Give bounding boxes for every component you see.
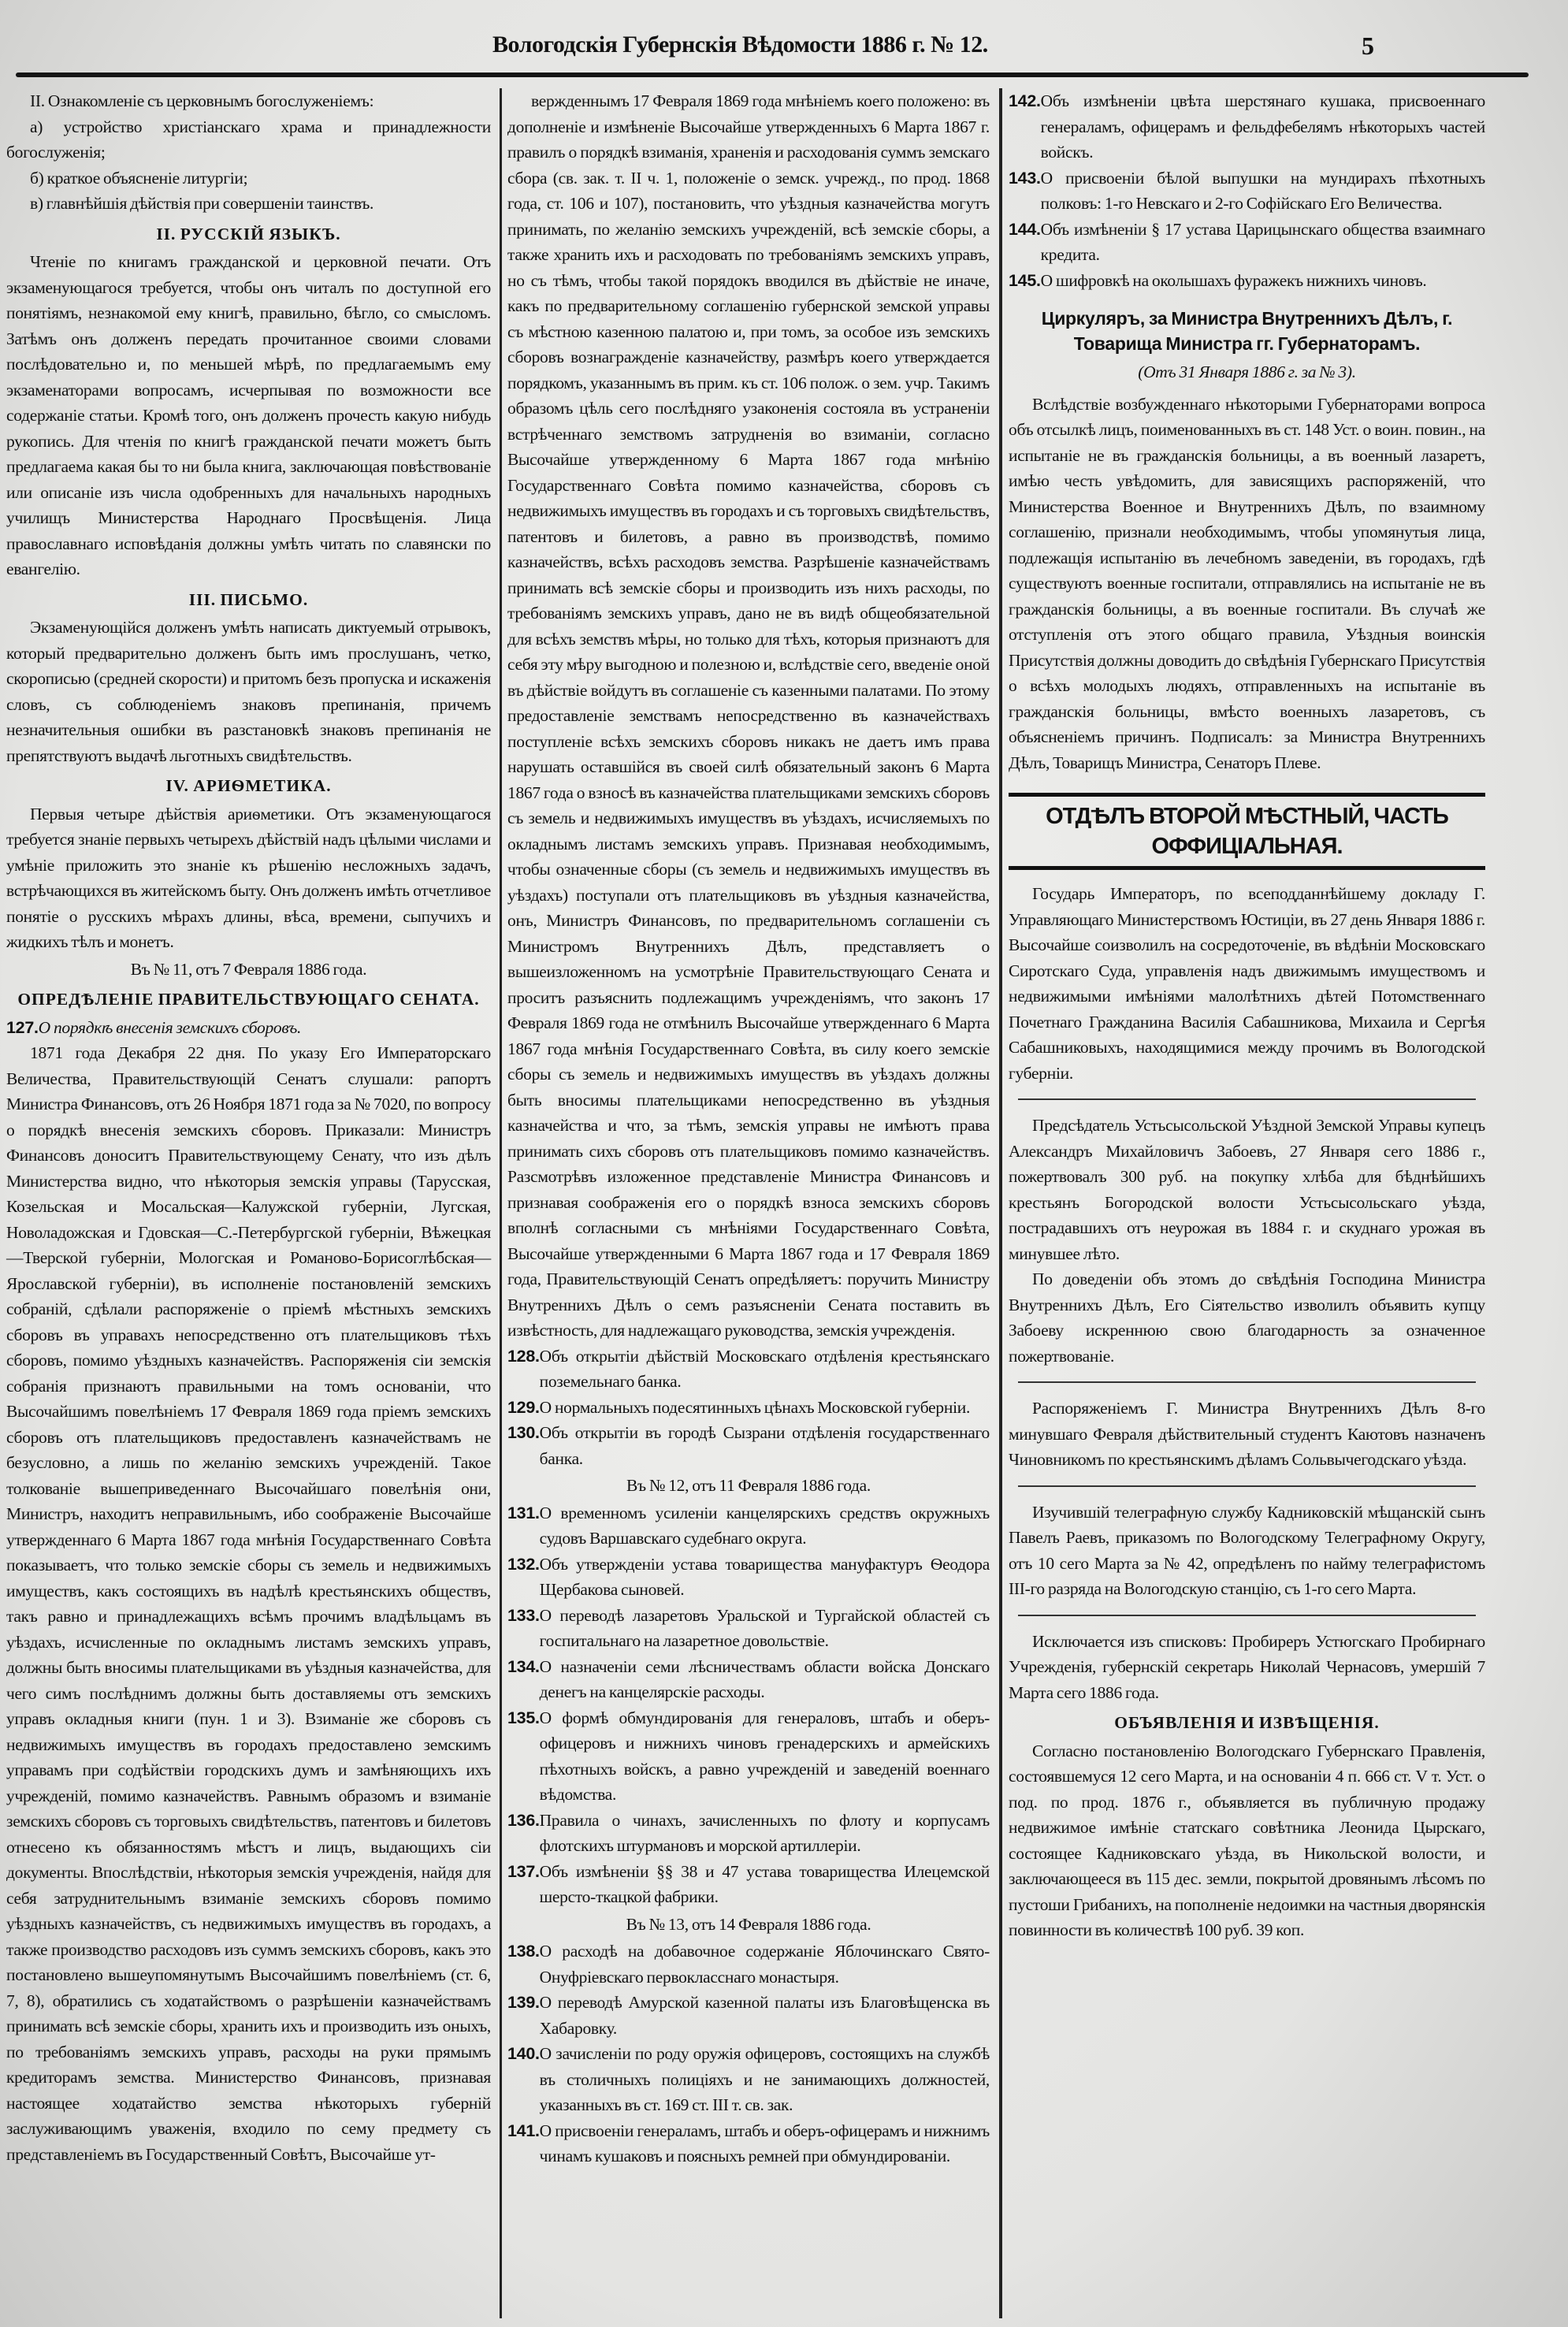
divider bbox=[1018, 1381, 1476, 1383]
divider bbox=[1018, 1485, 1476, 1487]
item-number: 135. bbox=[507, 1708, 540, 1727]
header-rule bbox=[16, 72, 1529, 77]
item-text: О переводѣ лазаретовъ Уральской и Тургайской областей съ госпитальнаго на лазаретное довольствіе. bbox=[539, 1605, 990, 1650]
item-text: О расходѣ на добавочное содержаніе Яблочинскаго Свято-Онуфріевскаго первокласснаго монастыря. bbox=[539, 1942, 990, 1987]
paragraph: Чтеніе по книгамъ гражданской и церковной печати. Отъ экзаменующагося требуется, чтобы онъ читалъ по доступной его понятіямъ, незнакомой ему книгѣ, правильно, бѣгло, со смысломъ. Затѣмъ онъ долженъ передать прочитанное своими словами послѣдовательно и, по меньшей мѣрѣ, по предлагаемымъ ему экзаменаторами вопросамъ, исчерпывая по возможности все содержаніе статьи. Кромѣ того, онъ долженъ прочесть какую нибудь рукопись. Для чтенія по книгѣ гражданской печати можетъ быть предлагаема какая бы то ни была книга, заключающая повѣствованіе или описаніе изъ числа одобренныхъ для начальныхъ народныхъ училищъ Министерства Народнаго Просвѣщенія. Лица православнаго исповѣданія должны умѣть читать по славянски по евангелію. bbox=[6, 252, 491, 578]
paragraph: II. Ознакомленіе съ церковнымъ богослуженіемъ: bbox=[30, 91, 374, 110]
item-number: 139. bbox=[507, 1993, 540, 2012]
item-number: 138. bbox=[507, 1942, 540, 1961]
item-text: О нормальныхъ подесятинныхъ цѣнахъ Московской губерніи. bbox=[539, 1397, 971, 1417]
list-item bbox=[507, 1654, 990, 1705]
column-divider bbox=[500, 88, 502, 2318]
item-number: 129. bbox=[507, 1397, 540, 1417]
paragraph: б) краткое объясненіе литургіи; bbox=[30, 168, 248, 188]
item-number: 128. bbox=[507, 1346, 540, 1366]
item-text: О присвоеніи бѣлой выпушки на мундирахъ пѣхотныхъ полковъ: 1-го Невскаго и 2-го Софійскаго Его Величества. bbox=[1040, 168, 1485, 213]
divider bbox=[1018, 1615, 1476, 1616]
section-heading: IV. АРИѲМЕТИКА. bbox=[165, 776, 332, 795]
item-text: Объ измѣненіи § 17 устава Царицынскаго общества взаимнаго кредита. bbox=[1040, 219, 1485, 264]
section-heading: II. РУССКІЙ ЯЗЫКЪ. bbox=[156, 224, 341, 243]
paragraph: Предсѣдатель Устьсысольской Уѣздной Земской Управы купецъ Александръ Михайловичъ Забоевъ, 27 Января сего 1886 г., пожертвовалъ 300 руб. на покупку хлѣба для бѣднѣйшихъ крестьянъ Богородской волости Устьсысольскаго уѣзда, пострадавшихъ отъ неурожая въ 1884 г. и скуднаго урожая въ минувшее лѣто. bbox=[1009, 1116, 1485, 1263]
item-number: 144. bbox=[1009, 219, 1041, 239]
paragraph: 1871 года Декабря 22 дня. По указу Его Императорскаго Величества, Правительствующій Сенатъ слушали: рапортъ Министра Финансовъ, отъ 26 Ноября 1871 года за № 7020, по вопросу о порядкѣ внесенія земскихъ сборовъ. Приказали: Министръ Финансовъ доноситъ Правительствующему Сенату, что изъ дѣлъ Министерства видно, что нѣкоторыя земскія управы (Тарусская, Козельская и Мосальская—Калужской губерніи, Лугская, Новоладожская и Гдовская—С.-Петербургской губерніи, Вѣжецкая—Тверской губерніи, Мологская и Романово-Борисоглѣбская—Ярославской губерніи), въ исполненіе постановленій земскихъ собраній, сдѣлали распоряженіе о пріемѣ мѣстныхъ земскихъ сборовъ въ управахъ непосредственно отъ плательщиковъ тѣхъ сборовъ, помимо уѣздныхъ казначействъ. Распоряженія сіи земскія собранія признаютъ правильными на томъ основаніи, что Высочайшимъ повелѣніемъ 17 Февраля 1869 года пріемъ земскихъ сборовъ отъ плательщиковъ предоставленъ казначействамъ не безусловно, а лишь по желанію земскихъ учрежденій. Такое толкованіе вышеприведеннаго Высочайшаго повелѣнія они, Министръ, находитъ неправильнымъ, ибо соображеніе Высочайше утвержденнаго 6 Марта 1867 года мнѣнія Государственнаго Совѣта показываетъ, что только земскіе сборы съ земель и недвижимыхъ имуществъ, какъ состоящихъ въ надѣлѣ крестьянскихъ обществъ, такъ равно и принадлежащихъ всѣмъ прочимъ владѣльцамъ въ уѣздахъ, исчисленные по окладнымъ листамъ земскихъ управъ, должны быть вносимы плательщиками въ уѣздныя казначейства, для чего симъ послѣднимъ должны быть доставляемы отъ земскихъ управъ окладныя книги (пун. 1 и 3). Взиманіе же сборовъ съ недвижимыхъ имуществъ въ городахъ предоставлено земскимъ управамъ при содѣйствіи городскихъ думъ и замѣняющихъ ихъ учрежденій, помимо казначействъ. Равнымъ образомъ и взиманіе земскихъ сборовъ съ торговыхъ свидѣтельствъ, патентовъ и билетовъ отнесено къ обязанностямъ мѣстъ и лицъ, выдающихъ сіи документы. Впослѣдствіи, нѣкоторыя земскія учрежденія, найдя для себя затруднительнымъ взиманіе земскихъ сборовъ помимо уѣздныхъ казначействъ, съ недвижимыхъ имуществъ въ городахъ, а также производство расходовъ изъ суммъ земскихъ сборовъ, какъ это постановлено вышеупомянутымъ Высочайшимъ повелѣніемъ (ст. 6, 7, 8), обратились съ ходатайствомъ о разрѣшеніи казначействамъ принимать всѣ земскіе сборы, хранить ихъ и производить изъ оныхъ, по требованіямъ земскихъ управъ, расходы на руки прямымъ кредиторамъ земства. Министерство Финансовъ, признавая настоящее ходатайство земства нѣкоторыхъ губерній заслуживающимъ уваженія, входило по сему предмету съ представленіемъ въ Государственный Совѣтъ, Высочайше ут- bbox=[6, 1043, 491, 2164]
column-3 bbox=[1009, 88, 1485, 1943]
item-text: О зачисленіи по роду оружія офицеровъ, состоящихъ на службѣ въ столичныхъ полиціяхъ и не занимающихъ должностей, указанныхъ въ ст. 169 ст. III т. св. зак. bbox=[539, 2044, 990, 2114]
list-item bbox=[507, 1344, 990, 1395]
list-item bbox=[507, 1990, 990, 2041]
item-text: О шифровкѣ на околышахъ фуражекъ нижнихъ чиновъ. bbox=[1040, 270, 1427, 290]
list-item bbox=[507, 2041, 990, 2118]
item-number: 133. bbox=[507, 1605, 540, 1625]
issue-subheading: Въ № 12, отъ 11 Февраля 1886 года. bbox=[626, 1476, 871, 1495]
item-text: О присвоеніи генераламъ, штабъ и оберъ-офицерамъ и нижнимъ чинамъ кушаковъ и поясныхъ ремней при обмундированіи. bbox=[539, 2121, 990, 2165]
item-number: 134. bbox=[507, 1656, 540, 1676]
paragraph: а) устройство христіанскаго храма и принадлежности богослуженія; bbox=[6, 117, 491, 162]
column-1 bbox=[6, 88, 491, 2167]
item-text: О формѣ обмундированія для генераловъ, штабъ и оберъ-офицеровъ и нижнихъ чиновъ гренадерскихъ и армейскихъ пѣхотныхъ войскъ, а равно учрежденій и заведеній военнаго вѣдомства. bbox=[539, 1708, 990, 1804]
item-text: Правила о чинахъ, зачисленныхъ по флоту и корпусамъ флотскихъ штурмановъ и морской артиллеріи. bbox=[539, 1810, 990, 1855]
issue-subheading: Въ № 11, отъ 7 Февраля 1886 года. bbox=[130, 959, 367, 979]
paragraph: Изучившій телеграфную службу Кадниковскій мѣщанскій сынъ Павелъ Раевъ, приказомъ по Вологодскому Телеграфному Округу, отъ 10 сего Марта за № 42, опредѣленъ по найму телеграфистомъ III-го разряда на Вологодскую станцію, съ 1-го сего Марта. bbox=[1009, 1502, 1485, 1598]
section-banner: ОТДѢЛЪ ВТОРОЙ МѢСТНЫЙ, ЧАСТЬ ОФФИЦІАЛЬНАЯ. bbox=[1009, 793, 1485, 870]
circular-heading: Циркуляръ, за Министра Внутреннихъ Дѣлъ, г. Товарища Министра гг. Губернаторамъ. bbox=[1041, 308, 1453, 354]
column-divider bbox=[999, 88, 1002, 2318]
divider bbox=[1018, 1098, 1476, 1100]
item-number: 140. bbox=[507, 2044, 540, 2063]
paragraph: Согласно постановленію Вологодскаго Губернскаго Правленія, состоявшемуся 12 сего Марта, и на основаніи 4 п. 666 ст. V т. Уст. о под. по прод. 1876 г., объявляется въ публичную продажу недвижимое имѣніе статскаго совѣтника Леонида Цырскаго, состоящее Кадниковскаго уѣзда, въ Никольской волости, и заключающееся въ 115 дес. земли, покрытой дровянымъ лѣсомъ по пустоши Грибанихъ, на пополненіе недоимки на частныя дворянскія повинности въ количествѣ 100 руб. 39 коп. bbox=[1009, 1741, 1485, 1939]
list-item bbox=[1009, 165, 1485, 217]
list-item bbox=[507, 1395, 990, 1421]
item-number: 141. bbox=[507, 2121, 540, 2140]
date-line: (Отъ 31 Января 1886 г. за № 3). bbox=[1138, 362, 1356, 381]
item-number: 132. bbox=[507, 1554, 540, 1574]
item-number: 143. bbox=[1009, 168, 1041, 188]
list-item bbox=[6, 1015, 491, 1041]
list-item bbox=[1009, 217, 1485, 268]
paragraph: вержденнымъ 17 Февраля 1869 года мнѣніемъ коего положено: въ дополненіе и измѣненіе Высочайше утвержденныхъ 6 Марта 1867 г. правилъ о порядкѣ взиманія, храненія и расходованія суммъ земскаго сбора (св. зак. т. II ч. 1, положеніе о земск. учрежд., по прод. 1868 года, ст. 106 и 107), постановить, что уѣздныя казначейства могутъ принимать, по желанію земскихъ учрежденій, всѣ земскіе сборы, а также хранить ихъ и расходовать по требованіямъ земскихъ управъ, но съ тѣмъ, чтобы такой порядокъ вводился въ дѣйствіе не иначе, какъ по предварительному соглашенію губернской земской управы съ мѣстною казенною палатою и, при томъ, за особое изъ земскихъ сборовъ вознагражденіе казначейству, размѣръ коего утверждается порядкомъ, указаннымъ въ прим. къ ст. 106 полож. о зем. учр. Такимъ образомъ цѣль сего послѣдняго узаконенія состояла въ устраненіи встрѣченнаго земствомъ затрудненія во взиманіи, согласно Высочайше утвержденному 6 Марта 1867 года мнѣнію Государственнаго Совѣта помимо казначейства, сборовъ съ недвижимыхъ имуществъ въ городахъ и съ торговыхъ свидѣтельствъ, патентовъ и билетовъ, а равно въ производствѣ, помимо казначействъ, всѣхъ расходовъ земства. Разрѣшеніе казначействамъ принимать всѣ земскіе сборы и производить изъ нихъ расходы, по требованіямъ земскихъ управъ, дано не въ видѣ общеобязательной для всѣхъ земствъ мѣры, но только для тѣхъ, которыя признаютъ для себя эту мѣру выгодною и полезною и, вслѣдствіе сего, введеніе оной въ дѣйствіе войдутъ въ соглашеніе съ казенными палатами. По этому предоставленіе земствамъ непосредственно въ казначействахъ поступленіе всѣхъ земскихъ сборовъ никакъ не даетъ имъ права нарушать оставшійся въ своей силѣ обязательный законъ 6 Марта 1867 года о взносѣ въ казначейства плательщиками земскихъ сборовъ съ земель и недвижимыхъ имуществъ въ уѣздахъ, исчисляемыхъ по окладнымъ листамъ земскихъ управъ. Признавая необходимымъ, чтобы означенные сборы (съ земель и недвижимыхъ имуществъ въ уѣздахъ) поступали отъ плательщиковъ въ уѣздныя казначейства, онъ, Министръ Финансовъ, по предварительномъ соглашеніи съ Министромъ Внутреннихъ Дѣлъ, представляетъ о вышеизложенномъ на усмотрѣніе Правительствующаго Сената и проситъ разъяснить подлежащимъ учрежденіямъ, что законъ 17 Февраля 1869 года не отмѣнилъ Высочайше утвержденнаго 6 Марта 1867 года мнѣнія Государственнаго Совѣта, въ силу коего земскіе сборы съ земель и недвижимыхъ имуществъ въ уѣздахъ должны быть вносимы плательщиками непосредственно въ уѣздныя казначейства и что, за тѣмъ, земскія управы не имѣютъ права принимать сихъ сборовъ отъ плательщиковъ помимо казначействъ. Разсмотрѣвъ изложенное представленіе Министра Финансовъ и признавая соображенія его о порядкѣ взноса земскихъ сборовъ вполнѣ согласными съ мнѣніями Государственнаго Совѣта, Высочайше утвержденными 6 Марта 1867 года и 17 Февраля 1869 года, Правительствующій Сенатъ опредѣляетъ: поручить Министру Внутреннихъ Дѣлъ о семъ разъясненіи Сената поставить въ извѣстность, для надлежащаго руководства, земскія учрежденія. bbox=[507, 91, 990, 1340]
paragraph: Экзаменующійся долженъ умѣть написать диктуемый отрывокъ, который предварительно долженъ быть имъ прослушанъ, четко, скорописью (средней скорости) и притомъ безъ пропуска и искаженія словъ, съ соблюденіемъ знаковъ препинанія, причемъ незначительныя ошибки въ разстановкѣ знаковъ препинанія не препятствуютъ выдачѣ льготныхъ свидѣтельствъ. bbox=[6, 618, 491, 765]
item-number: 136. bbox=[507, 1810, 540, 1830]
section-heading: III. ПИСЬМО. bbox=[188, 589, 309, 609]
item-text: Объ утвержденіи устава товарищества мануфактуръ Ѳеодора Щербакова сыновей. bbox=[539, 1554, 990, 1599]
column-2 bbox=[507, 88, 990, 2169]
list-item bbox=[507, 1705, 990, 1808]
paragraph: Исключается изъ списковъ: Пробиреръ Устюгскаго Пробирнаго Учрежденія, губернскій секретарь Николай Чернасовъ, умершій 7 Марта сего 1886 года. bbox=[1009, 1631, 1485, 1702]
paragraph: По доведеніи объ этомъ до свѣдѣнія Господина Министра Внутреннихъ Дѣлъ, Его Сіятельство изволилъ объявить купцу Забоеву искреннюю свою благодарность за означенное пожертвованіе. bbox=[1009, 1269, 1485, 1366]
item-number: 137. bbox=[507, 1861, 540, 1881]
paragraph: Распоряженіемъ Г. Министра Внутреннихъ Дѣлъ 8-го минувшаго Февраля дѣйствительный студентъ Каютовъ назначенъ Чиновникомъ по крестьянскимъ дѣламъ Сольвычегодскаго уѣзда. bbox=[1009, 1399, 1485, 1469]
paragraph: Первыя четыре дѣйствія ариѳметики. Отъ экзаменующагося требуется знаніе первыхъ четырехъ дѣйствій надъ цѣлыми числами и умѣніе приложить это знаніе къ рѣшенію несложныхъ задачъ, встрѣчающихся въ житейскомъ быту. Онъ долженъ имѣть отчетливое понятіе о русскихъ мѣрахъ длины, вѣса, времени, сыпучихъ и жидкихъ тѣлъ и монетъ. bbox=[6, 804, 491, 951]
item-text: Объ измѣненіи §§ 38 и 47 устава товарищества Илецемской шерсто-ткацкой фабрики. bbox=[539, 1861, 990, 1906]
list-item bbox=[1009, 88, 1485, 165]
list-item bbox=[1009, 268, 1485, 294]
item-number: 131. bbox=[507, 1503, 540, 1522]
item-text: Объ открытіи дѣйствій Московскаго отдѣленія крестьянскаго поземельнаго банка. bbox=[539, 1346, 990, 1391]
item-number: 142. bbox=[1009, 91, 1041, 110]
item-text: О временномъ усиленіи канцелярскихъ средствъ окружныхъ судовъ Варшавскаго судебнаго округа. bbox=[539, 1503, 990, 1548]
list-item bbox=[507, 1420, 990, 1471]
paragraph: в) главнѣйшія дѣйствія при совершеніи таинствъ. bbox=[30, 194, 374, 213]
list-item bbox=[507, 1939, 990, 1990]
item-number: 130. bbox=[507, 1423, 540, 1442]
section-heading: ОПРЕДѢЛЕНІЕ ПРАВИТЕЛЬСТВУЮЩАГО СЕНАТА. bbox=[17, 990, 480, 1009]
list-item bbox=[507, 1859, 990, 1910]
item-text: Объ открытіи въ городѣ Сызрани отдѣленія государственнаго банка. bbox=[539, 1423, 990, 1468]
page-number: 5 bbox=[1362, 32, 1374, 60]
item-text: О переводѣ Амурской казенной палаты изъ Благовѣщенска въ Хабаровку. bbox=[539, 1993, 990, 2038]
item-number: 127. bbox=[6, 1017, 39, 1037]
list-item bbox=[507, 1552, 990, 1603]
item-number: 145. bbox=[1009, 270, 1041, 290]
list-item bbox=[507, 1808, 990, 1859]
item-text: О порядкѣ внесенія земскихъ сборовъ. bbox=[38, 1017, 302, 1037]
list-item bbox=[507, 1603, 990, 1654]
item-text: Объ измѣненіи цвѣта шерстянаго кушака, присвоеннаго генераламъ, офицерамъ и фельдфебелямъ нѣкоторыхъ частей войскъ. bbox=[1040, 91, 1485, 162]
paragraph: Вслѣдствіе возбужденнаго нѣкоторыми Губернаторами вопроса объ отсылкѣ лицъ, поименованныхъ въ ст. 148 Уст. о воин. повин., на испытаніе не въ гражданскія больницы, а въ военный лазаретъ, имѣю честь увѣдомить, для зависящихъ распоряженій, что Министерства Военное и Внутреннихъ Дѣлъ, по взаимному соглашенію, признали необходимымъ, чтобы упомянутыя лица, подлежащія испытанію въ лечебномъ заведеніи, въ городахъ, гдѣ существуютъ военные госпитали, отправлялись на испытаніе не въ гражданскія больницы, а въ военные госпитали. Въ случаѣ же отступленія отъ этого общаго правила, Уѣздныя воинскія Присутствія должны доводить до свѣдѣнія Губернскаго Присутствія о всѣхъ молодыхъ людяхъ, отправленныхъ на испытаніе въ гражданскія больницы, вмѣсто военныхъ лазаретовъ, съ объясненіемъ причинъ. Подписалъ: за Министра Внутреннихъ Дѣлъ, Товарищъ Министра, Сенаторъ Плеве. bbox=[1009, 394, 1485, 772]
list-item bbox=[507, 1500, 990, 1552]
paragraph: Государь Императоръ, по всеподданнѣйшему докладу Г. Управляющаго Министерствомъ Юстиціи, въ 27 день Января 1886 г. Высочайше соизволилъ на сосредоточеніе, въ вѣдѣніи Московскаго Сиротскаго Суда, управленія надъ движимымъ имуществомъ и недвижимыми имѣніями малолѣтнихъ дѣтей Потомственнаго Почетнаго Гражданина Василія Сабашникова, Михаила и Сергѣя Сабашниковыхъ, находящимися между прочимъ въ Вологодской губерніи. bbox=[1009, 884, 1485, 1083]
section-heading: ОБЪЯВЛЕНІЯ И ИЗВѢЩЕНІЯ. bbox=[1114, 1713, 1380, 1732]
issue-subheading: Въ № 13, отъ 14 Февраля 1886 года. bbox=[626, 1914, 871, 1934]
newspaper-title: Вологодскія Губернскія Вѣдомости 1886 г. № 12. bbox=[492, 32, 988, 58]
page-header bbox=[0, 32, 1568, 63]
list-item bbox=[507, 2118, 990, 2169]
item-text: О назначеніи семи лѣсничествамъ области войска Донскаго денегъ на канцелярскіе расходы. bbox=[539, 1656, 990, 1701]
